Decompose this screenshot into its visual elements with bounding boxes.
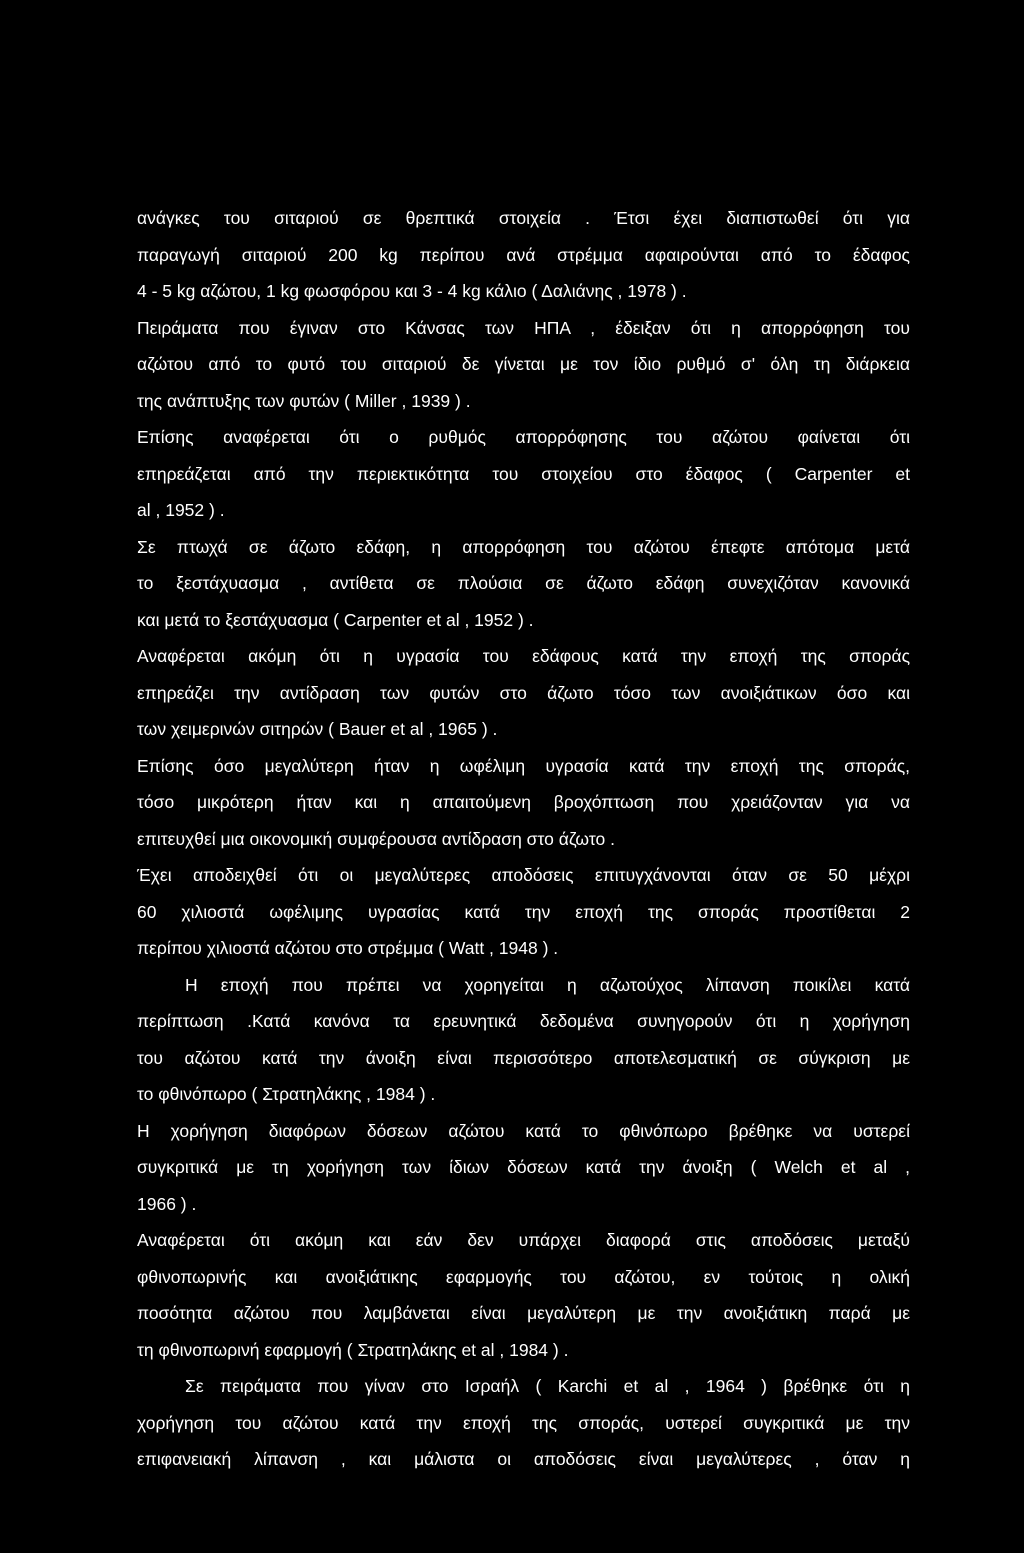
text-line: Έχει αποδειχθεί ότι οι μεγαλύτερες αποδόσεις επιτυγχάνονται όταν σε 50 μέχρι [137,865,910,885]
text-line: της ανάπτυξης των φυτών ( Miller , 1939 ) . [137,390,471,411]
text-line: χορήγηση του αζώτου κατά την εποχή της σποράς, υστερεί συγκριτικά με την [137,1412,910,1433]
text-line: Επίσης αναφέρεται ότι ο ρυθμός απορρόφησης του αζώτου φαίνεται ότι [137,427,910,447]
text-line: επηρεάζει την αντίδραση των φυτών στο άζωτο τόσο των ανοιξιάτικων όσο και [137,682,910,703]
text-line: επιτευχθεί μια οικονομική συμφέρουσα αντίδραση στο άζωτο . [137,828,615,849]
text-line: Σε πτωχά σε άζωτο εδάφη, η απορρόφηση του αζώτου έπεφτε απότομα μετά [137,536,910,557]
text-line: τόσο μικρότερη ήταν και η απαιτούμενη βροχόπτωση που χρειάζονταν για να [137,792,910,812]
text-line: Επίσης όσο μεγαλύτερη ήταν η ωφέλιμη υγρασία κατά την εποχή της σποράς, [137,755,910,776]
text-line: Η χορήγηση διαφόρων δόσεων αζώτου κατά το φθινόπωρο βρέθηκε να υστερεί [137,1120,910,1141]
text-line: ανάγκες του σιταριού σε θρεπτικά στοιχεία . Έτσι έχει διαπιστωθεί ότι για [137,208,910,228]
text-line: περίπου χιλιοστά αζώτου στο στρέμμα ( Watt , 1948 ) . [137,938,559,958]
text-line: Αναφέρεται ότι ακόμη και εάν δεν υπάρχει διαφορά στις αποδόσεις μεταξύ [137,1230,910,1250]
text-line: 1966 ) . [137,1193,197,1214]
text-line: al , 1952 ) . [137,500,225,520]
text-line: το ξεστάχυασμα , αντίθετα σε πλούσια σε άζωτο εδάφη συνεχιζόταν κανονικά [137,573,910,593]
text-line: περίπτωση .Κατά κανόνα τα ερευνητικά δεδομένα συνηγορούν ότι η χορήγηση [137,1011,910,1031]
text-line: Σε πειράματα που γίναν στο Ισραήλ ( Karchi et al , 1964 ) βρέθηκε ότι η [185,1376,910,1396]
text-line: Αναφέρεται ακόμη ότι η υγρασία του εδάφους κατά την εποχή της σποράς [137,646,910,666]
text-line: 60 χιλιοστά ωφέλιμης υγρασίας κατά την εποχή της σποράς προστίθεται 2 [137,901,910,922]
document-body [137,200,910,1478]
text-line: επιφανειακή λίπανση , και μάλιστα οι αποδόσεις είναι μεγαλύτερες , όταν η [137,1449,910,1469]
text-line: παραγωγή σιταριού 200 kg περίπου ανά στρέμμα αφαιρούνται από το έδαφος [137,244,910,265]
text-line: του αζώτου κατά την άνοιξη είναι περισσότερο αποτελεσματική σε σύγκριση με [137,1047,910,1068]
text-line: επηρεάζεται από την περιεκτικότητα του στοιχείου στο έδαφος ( Carpenter et [137,463,910,484]
text-line: Η εποχή που πρέπει να χορηγείται η αζωτούχος λίπανση ποικίλει κατά [185,974,910,995]
text-line: ποσότητα αζώτου που λαμβάνεται είναι μεγαλύτερη με την ανοιξιάτικη παρά με [137,1303,910,1323]
text-line: τη φθινοπωρινή εφαρμογή ( Στρατηλάκης et al , 1984 ) . [137,1339,569,1360]
text-line: φθινοπωρινής και ανοιξιάτικης εφαρμογής του αζώτου, εν τούτοις η ολική [137,1266,910,1287]
text-line: και μετά το ξεστάχυασμα ( Carpenter et al , 1952 ) . [137,609,534,630]
text-line: 4 - 5 kg αζώτου, 1 kg φωσφόρου και 3 - 4 kg κάλιο ( Δαλιάνης , 1978 ) . [137,281,687,301]
text-line: το φθινόπωρο ( Στρατηλάκης , 1984 ) . [137,1084,436,1104]
text-line: αζώτου από το φυτό του σιταριού δε γίνεται με τον ίδιο ρυθμό σ' όλη τη διάρκεια [137,354,910,374]
text-line: των χειμερινών σιτηρών ( Bauer et al , 1965 ) . [137,719,498,739]
text-line: συγκριτικά με τη χορήγηση των ίδιων δόσεων κατά την άνοιξη ( Welch et al , [137,1157,910,1177]
text-line: Πειράματα που έγιναν στο Κάνσας των ΗΠΑ , έδειξαν ότι η απορρόφηση του [137,317,910,338]
